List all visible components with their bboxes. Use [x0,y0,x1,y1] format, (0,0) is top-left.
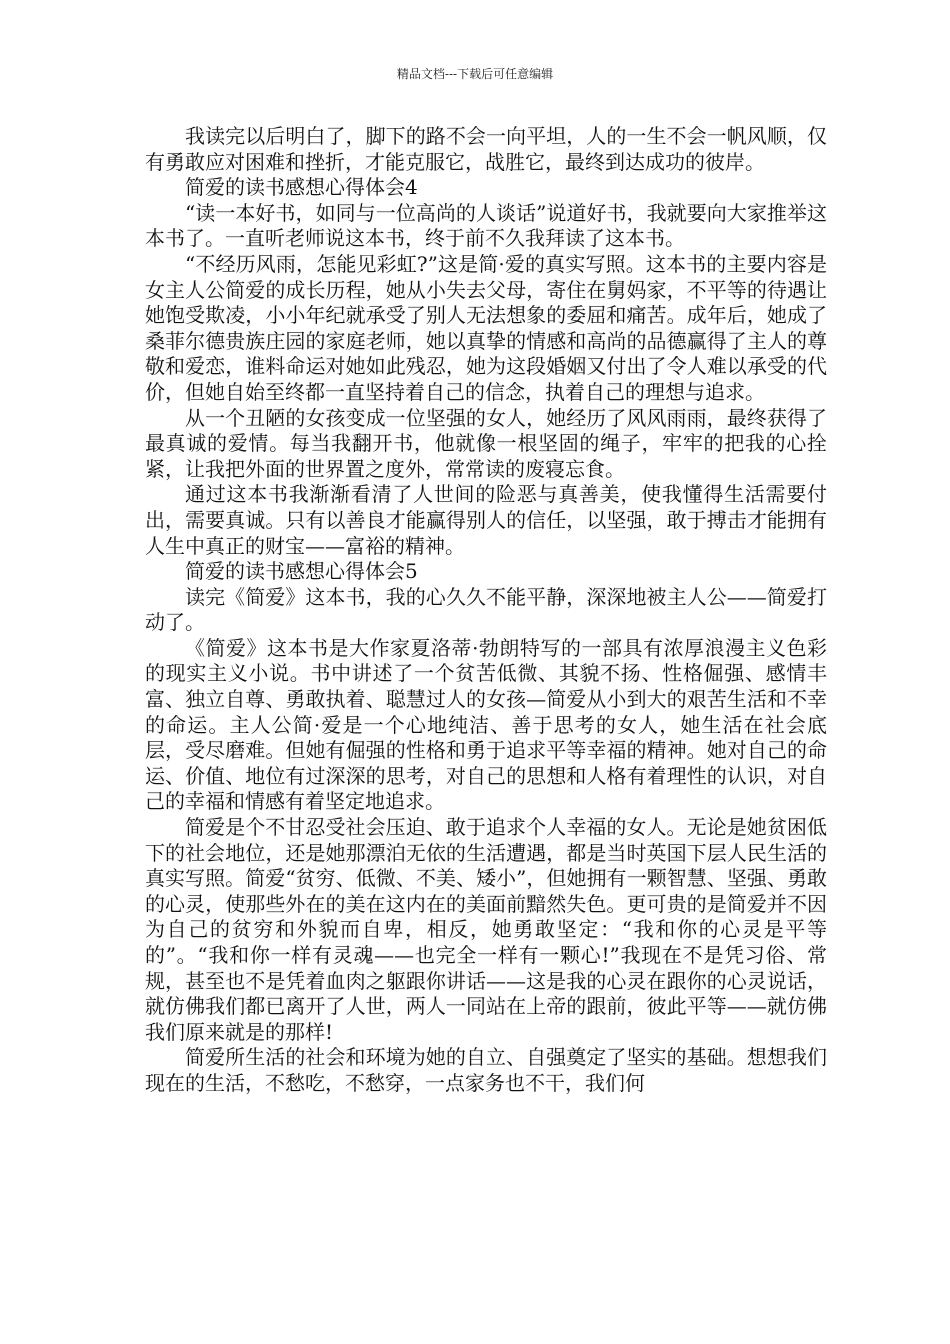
paragraph: 我读完以后明白了，脚下的路不会一向平坦，人的一生不会一帆风顺，仅有勇敢应对困难和挫折，才能克服它，战胜它，最终到达成功的彼岸。 [145,124,827,174]
section-heading-4: 简爱的读书感想心得体会4 [185,175,418,200]
paragraph: 通过这本书我渐渐看清了人世间的险恶与真善美，使我懂得生活需要付出，需要真诚。只有以善良才能赢得别人的信任，以坚强，敢于搏击才能拥有人生中真正的财宝——富裕的精神。 [145,482,827,558]
paragraph: “读一本好书，如同与一位高尚的人谈话”说道好书，我就要向大家推举这本书了。一直听老师说这本书，终于前不久我拜读了这本书。 [145,200,827,251]
paragraph: 简爱是个不甘忍受社会压迫、敢于追求个人幸福的女人。无论是她贫困低下的社会地位，还是她那漂泊无依的生活遭遇，都是当时英国下层人民生活的真实写照。简爱“贫穷、低微、不美、矮小”，但她拥有一颗智慧、坚强、勇敢的心灵，使那些外在的美在这内在的美面前黯然失色。更可贵的是简爱并不因为自己的贫穷和外貌而自卑，相反，她勇敢坚定：“我和你的心灵是平等的”。“我和你一样有灵魂——也完全一样有一颗心!”我现在不是凭习俗、常规，甚至也不是凭着血肉之躯跟你讲话——这是我的心灵在跟你的心灵说话，就仿佛我们都已离开了人世，两人一同站在上帝的跟前，彼此平等——就仿佛我们原来就是的那样! [145,815,827,1044]
paragraph: 简爱所生活的社会和环境为她的自立、自强奠定了坚实的基础。想想我们现在的生活，不愁吃，不愁穿，一点家务也不干，我们何 [145,1045,827,1095]
page-header: 精品文档---下载后可任意编辑 [396,67,554,81]
paragraph: 《简爱》这本书是大作家夏洛蒂·勃朗特写的一部具有浓厚浪漫主义色彩的现实主义小说。书中讲述了一个贫苦低微、其貌不扬、性格倔强、感情丰富、独立自尊、勇敢执着、聪慧过人的女孩—简爱从小到大的艰苦生活和不幸的命运。主人公简·爱是一个心地纯洁、善于思考的女人，她生活在社会底层，受尽磨难。但她有倔强的性格和勇于追求平等幸福的精神。她对自己的命运、价值、地位有过深深的思考，对自己的思想和人格有着理性的认识，对自己的幸福和情感有着坚定地追求。 [145,635,827,814]
paragraph: 读完《简爱》这本书，我的心久久不能平静，深深地被主人公——简爱打动了。 [145,584,827,635]
paragraph: “不经历风雨，怎能见彩虹?”这是简·爱的真实写照。这本书的主要内容是女主人公简爱的成长历程，她从小失去父母，寄住在舅妈家，不平等的待遇让她饱受欺凌，小小年纪就承受了别人无法想象的委屈和痛苦。成年后，她成了桑菲尔德贵族庄园的家庭老师，她以真挚的情感和高尚的品德赢得了主人的尊敬和爱恋，谁料命运对她如此残忍，她为这段婚姻又付出了令人难以承受的代价，但她自始至终都一直坚持着自己的信念，执着自己的理想与追求。 [145,251,827,404]
paragraph: 从一个丑陋的女孩变成一位坚强的女人，她经历了风风雨雨，最终获得了最真诚的爱情。每当我翻开书，他就像一根坚固的绳子，牢牢的把我的心拴紧，让我把外面的世界置之度外，常常读的废寝忘食。 [145,405,827,481]
document-body [145,124,827,1097]
section-heading-5: 简爱的读书感想心得体会5 [185,559,418,584]
